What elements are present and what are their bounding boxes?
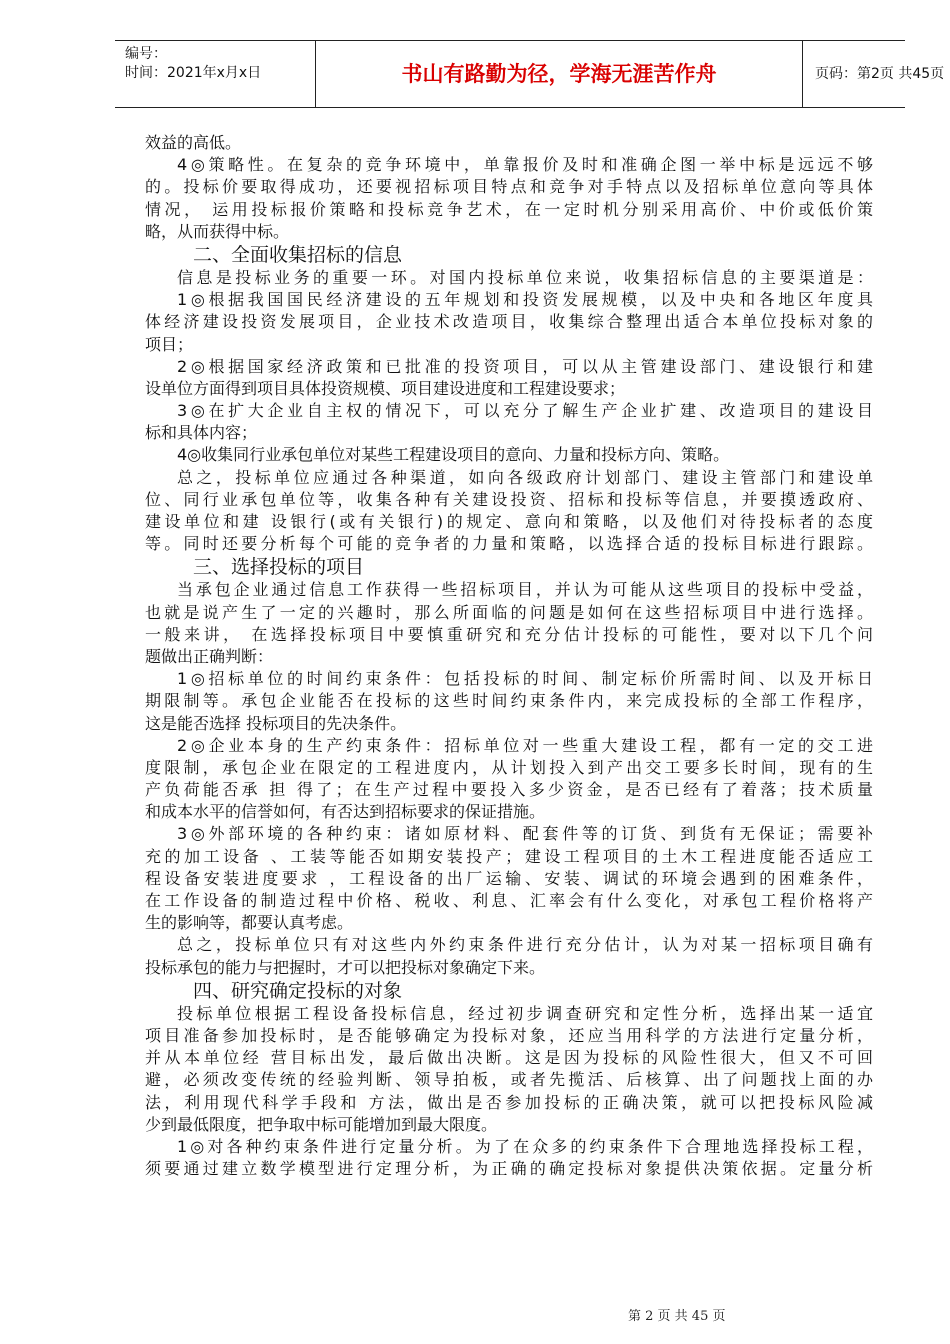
- text-line: 题做出正确判断：: [145, 646, 274, 666]
- text-line: 等。同时还要分析每个可能的竞争者的力量和策略，以选择合适的投标目标进行跟踪。: [145, 534, 873, 554]
- text-line: 项目准备参加投标时，是否能够确定为投标对象，还应当用科学的方法进行定量分析，: [145, 1025, 873, 1045]
- text-line: 当承包企业通过信息工作获得一些招标项目，并认为可能从这些项目的投标中受益，: [177, 580, 873, 600]
- text-line: 设单位方面得到项目具体投资规模、项目建设进度和工程建设要求；: [145, 378, 626, 398]
- text-line: 1◎对各种约束条件进行定量分析。为了在众多的约束条件下合理地选择投标工程，: [177, 1136, 873, 1156]
- text-line: 须要通过建立数学模型进行定理分析，为正确的确定投标对象提供决策依据。定量分析: [145, 1159, 873, 1179]
- number-label: 编号：: [125, 46, 167, 62]
- section-heading: 三、选择投标的项目: [193, 556, 365, 579]
- page-footer: 第 2 页 共 45 页: [628, 1309, 726, 1324]
- time-label: 时间：2021年x月x日: [125, 65, 262, 81]
- text-line: 法，利用现代科学手段和 方法，做出是否参加投标的正确决策，就可以把投标风险减: [145, 1092, 873, 1112]
- document-body: [145, 132, 873, 1180]
- text-line: 的。投标价要取得成功，还要视招标项目特点和竞争对手特点以及招标单位意向等具体: [145, 177, 873, 197]
- text-line: 项目；: [145, 334, 194, 354]
- text-line: 2◎企业本身的生产约束条件：招标单位对一些重大建设工程，都有一定的交工进: [177, 735, 873, 755]
- text-line: 3◎在扩大企业自主权的情况下，可以充分了解生产企业扩建、改造项目的建设目: [177, 401, 873, 421]
- text-line: 建设单位和建 设银行(或有关银行)的规定、意向和策略，以及他们对待投标者的态度: [145, 512, 873, 531]
- text-line: 总之，投标单位只有对这些内外约束条件进行充分估计，认为对某一招标项目确有: [177, 935, 873, 955]
- text-line: 程设备安装进度要求 ，工程设备的出厂运输、安装、调试的环境会遇到的困难条件，: [145, 868, 873, 888]
- text-line: 标和具体内容；: [145, 423, 258, 443]
- text-line: 1◎招标单位的时间约束条件：包括投标的时间、制定标价所需时间、以及开标日: [177, 669, 873, 689]
- page-header: [115, 40, 945, 108]
- section-heading: 四、研究确定投标的对象: [193, 979, 403, 1002]
- text-line: 也就是说产生了一定的兴趣时，那么所面临的问题是如何在这些招标项目中进行选择。: [145, 602, 873, 622]
- text-line: 充的加工设备 、工装等能否如期安装投产；建设工程项目的土木工程进度能否适应工: [145, 846, 873, 866]
- text-line: 4◎策略性。在复杂的竞争环境中，单靠报价及时和准确企图一举中标是远远不够: [177, 155, 873, 175]
- text-line: 4◎收集同行业承包单位对某些工程建设项目的意向、力量和投标方向、策略。: [177, 445, 730, 465]
- header-page-label: 页码：第2页 共45页: [815, 66, 945, 82]
- text-line: 投标单位根据工程设备投标信息，经过初步调查研究和定性分析，选择出某一适宜: [177, 1003, 873, 1023]
- text-line: 位、同行业承包单位等，收集各种有关建设投资、招标和投标等信息，并要摸透政府、: [145, 489, 873, 509]
- text-line: 期限制等。承包企业能否在投标的这些时间约束条件内，来完成投标的全部工作程序，: [145, 691, 873, 711]
- header-meta: [115, 41, 315, 107]
- text-line: 情况， 运用投标报价策略和投标竞争艺术，在一定时机分别采用高价、中价或低价策: [145, 199, 873, 219]
- text-line: 和成本水平的信誉如何，有否达到招标要求的保证措施。: [145, 802, 546, 822]
- text-line: 避，必须改变传统的经验判断、领导拍板，或者先揽活、后核算、出了问题找上面的办: [145, 1070, 873, 1090]
- text-line: 总之，投标单位应通过各种渠道，如向各级政府计划部门、建设主管部门和建设单: [177, 467, 873, 487]
- text-line: 这是能否选择 投标项目的先决条件。: [145, 713, 407, 733]
- text-line: 略，从而获得中标。: [145, 221, 290, 241]
- text-line: 少到最低限度，把争取中标可能增加到最大限度。: [145, 1114, 498, 1134]
- text-line: 一般来讲， 在选择投标项目中要慎重研究和充分估计投标的可能性，要对以下几个问: [145, 624, 873, 644]
- text-line: 3◎外部环境的各种约束：诸如原材料、配套件等的订货、到货有无保证；需要补: [177, 824, 873, 844]
- text-line: 投标承包的能力与把握时，才可以把投标对象确定下来。: [145, 957, 546, 977]
- text-line: 体经济建设投资发展项目，企业技术改造项目，收集综合整理出适合本单位投标对象的: [145, 312, 873, 332]
- text-line: 2◎根据国家经济政策和已批准的投资项目，可以从主管建设部门、建设银行和建: [177, 356, 873, 376]
- text-line: 在工作设备的制造过程中价格、税收、利息、汇率会有什么变化，对承包工程价格将产: [145, 891, 873, 910]
- section-heading: 二、全面收集招标的信息: [193, 243, 403, 266]
- text-line: 度限制，承包企业在限定的工程进度内，从计划投入到产出交工要多长时间，现有的生: [145, 757, 873, 777]
- text-line: 信息是投标业务的重要一环。对国内投标单位来说，收集招标信息的主要渠道是：: [177, 267, 873, 287]
- text-line: 并从本单位经 营目标出发，最后做出决断。这是因为投标的风险性很大，但又不可回: [145, 1048, 873, 1068]
- text-line: 产负荷能否承 担 得了；在生产过程中要投入多少资金，是否已经有了着落；技术质量: [145, 780, 873, 800]
- text-line: 生的影响等，都要认真考虑。: [145, 913, 354, 933]
- text-line: 效益的高低。: [145, 133, 242, 152]
- text-line: 1◎根据我国国民经济建设的五年规划和投资发展规模，以及中央和各地区年度具: [177, 290, 873, 310]
- header-motto: 书山有路勤为径，学海无涯苦作舟: [315, 41, 803, 107]
